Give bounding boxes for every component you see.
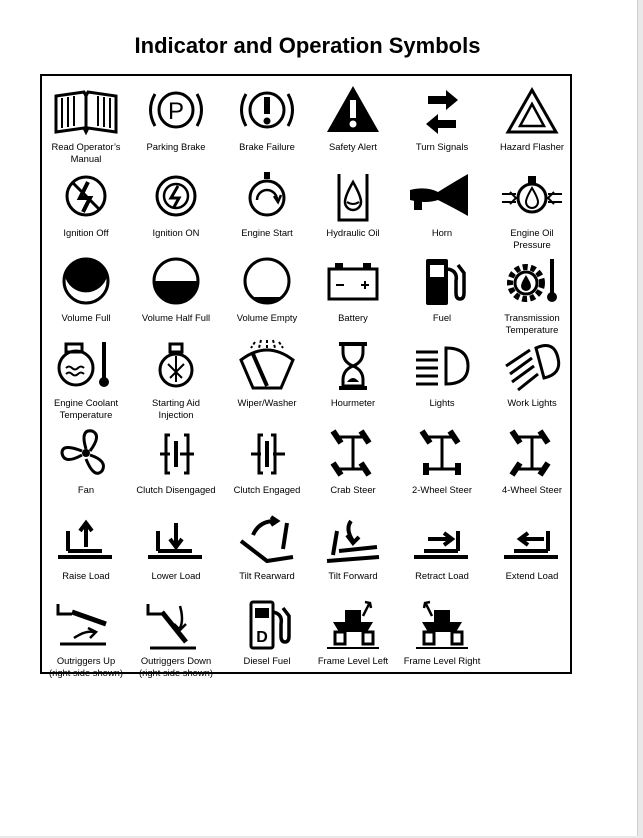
ignition-on-icon — [131, 168, 221, 224]
page-title: Indicator and Operation Symbols — [134, 33, 481, 58]
symbol-cell — [131, 168, 221, 239]
symbol-label: Wiper/Washer — [237, 397, 297, 408]
turn-signals-icon — [397, 82, 487, 138]
symbol-cell — [131, 338, 221, 420]
symbol-label: Battery — [338, 312, 368, 323]
symbol-label: Engine Start — [241, 227, 293, 238]
symbol-cell — [222, 253, 312, 324]
symbol-label: Brake Failure — [239, 141, 295, 152]
battery-icon — [308, 253, 398, 309]
outriggers-down-icon — [131, 596, 221, 652]
symbol-label: Starting Aid Injection — [152, 397, 200, 420]
symbol-label: Frame Level Left — [317, 655, 389, 666]
symbol-cell — [131, 253, 221, 324]
symbol-cell — [308, 425, 398, 496]
symbol-cell — [308, 168, 398, 239]
symbol-label: Transmission Temperature — [504, 312, 560, 335]
volume-half-icon — [131, 253, 221, 309]
symbol-cell — [131, 82, 221, 153]
symbol-label: Engine Oil Pressure — [510, 227, 554, 250]
symbol-cell — [487, 168, 577, 250]
symbol-label: Tilt Rearward — [239, 570, 295, 581]
book-icon — [41, 82, 131, 138]
crab-steer-icon — [308, 425, 398, 481]
symbol-label: Hydraulic Oil — [326, 227, 380, 238]
symbol-cell — [131, 425, 221, 496]
symbol-cell — [487, 425, 577, 496]
symbol-cell — [41, 168, 131, 239]
symbol-label: Volume Full — [61, 312, 111, 323]
symbol-label: Diesel Fuel — [243, 655, 291, 666]
brake-failure-icon — [222, 82, 312, 138]
symbol-label: Hazard Flasher — [499, 141, 565, 152]
symbol-label: Raise Load — [62, 570, 110, 581]
symbol-label: 4-Wheel Steer — [502, 484, 562, 495]
symbol-cell — [308, 253, 398, 324]
symbol-label: 2-Wheel Steer — [412, 484, 472, 495]
symbol-cell — [131, 511, 221, 582]
symbol-cell — [41, 425, 131, 496]
tilt-forward-icon — [308, 511, 398, 567]
symbol-label: Engine Coolant Temperature — [53, 397, 119, 420]
symbol-cell — [308, 511, 398, 582]
wiper-icon — [222, 338, 312, 394]
symbol-cell — [487, 511, 577, 582]
symbol-label: Outriggers Down (right side shown) — [139, 655, 213, 678]
hazard-flasher-icon — [487, 82, 577, 138]
symbol-cell — [487, 82, 577, 153]
fuel-icon — [397, 253, 487, 309]
symbol-cell — [222, 338, 312, 409]
symbol-cell — [487, 338, 577, 409]
symbol-label: Retract Load — [415, 570, 469, 581]
symbol-label: Ignition Off — [63, 227, 109, 238]
raise-load-icon — [41, 511, 131, 567]
hourglass-icon — [308, 338, 398, 394]
outriggers-up-icon — [41, 596, 131, 652]
symbol-label: Outriggers Up (right side shown) — [49, 655, 123, 678]
clutch-engaged-icon — [222, 425, 312, 481]
four-wheel-steer-icon — [487, 425, 577, 481]
safety-alert-icon — [308, 82, 398, 138]
diesel-fuel-icon — [222, 596, 312, 652]
fan-icon — [41, 425, 131, 481]
symbol-cell — [222, 596, 312, 667]
symbol-label: Crab Steer — [330, 484, 376, 495]
symbol-cell — [41, 338, 131, 420]
work-lights-icon — [487, 338, 577, 394]
symbol-label: Lights — [429, 397, 455, 408]
lower-load-icon — [131, 511, 221, 567]
symbol-cell — [397, 511, 487, 582]
symbols-table — [40, 74, 572, 678]
frame-level-right-icon — [397, 596, 487, 652]
ignition-off-icon — [41, 168, 131, 224]
two-wheel-steer-icon — [397, 425, 487, 481]
symbol-cell — [397, 82, 487, 153]
starting-aid-icon — [131, 338, 221, 394]
clutch-disengaged-icon — [131, 425, 221, 481]
symbol-cell — [308, 338, 398, 409]
coolant-temp-icon — [41, 338, 131, 394]
symbol-cell — [41, 511, 131, 582]
symbol-cell — [222, 511, 312, 582]
symbol-label: Clutch Disengaged — [136, 484, 216, 495]
symbol-cell — [487, 253, 577, 335]
symbol-cell — [308, 82, 398, 153]
symbol-cell — [41, 253, 131, 324]
tilt-rearward-icon — [222, 511, 312, 567]
symbol-label: Work Lights — [507, 397, 557, 408]
symbol-cell — [222, 425, 312, 496]
symbol-label: Safety Alert — [329, 141, 377, 152]
symbol-cell — [397, 253, 487, 324]
svg-text:D: D — [256, 629, 268, 646]
symbol-label: Clutch Engaged — [233, 484, 301, 495]
symbol-label: Turn Signals — [415, 141, 469, 152]
symbol-cell — [397, 338, 487, 409]
engine-start-icon — [222, 168, 312, 224]
symbol-label: Lower Load — [151, 570, 201, 581]
symbol-cell — [131, 596, 221, 678]
lights-icon — [397, 338, 487, 394]
symbol-cell — [222, 168, 312, 239]
extend-load-icon — [487, 511, 577, 567]
symbol-label: Horn — [431, 227, 453, 238]
parking-brake-icon — [131, 82, 221, 138]
transmission-temp-icon — [487, 253, 577, 309]
hydraulic-oil-icon — [308, 168, 398, 224]
horn-icon — [397, 168, 487, 224]
frame-level-left-icon — [308, 596, 398, 652]
svg-text:P: P — [167, 98, 185, 125]
symbol-label: Ignition ON — [152, 227, 200, 238]
symbol-cell — [41, 596, 131, 678]
symbol-label: Parking Brake — [146, 141, 206, 152]
symbol-label: Fuel — [432, 312, 452, 323]
symbol-cell — [397, 425, 487, 496]
symbol-cell — [222, 82, 312, 153]
symbol-label: Hourmeter — [330, 397, 376, 408]
symbol-label: Frame Level Right — [403, 655, 481, 666]
retract-load-icon — [397, 511, 487, 567]
symbol-label: Read Operator’s Manual — [51, 141, 121, 164]
volume-full-icon — [41, 253, 131, 309]
symbol-cell — [308, 596, 398, 667]
symbol-cell — [397, 168, 487, 239]
engine-oil-pressure-icon — [487, 168, 577, 224]
symbol-label: Volume Empty — [236, 312, 298, 323]
symbol-label: Extend Load — [505, 570, 559, 581]
symbol-cell — [397, 596, 487, 667]
volume-empty-icon — [222, 253, 312, 309]
symbol-label: Tilt Forward — [328, 570, 378, 581]
symbol-cell — [41, 82, 131, 164]
symbol-label: Fan — [77, 484, 95, 495]
symbol-label: Volume Half Full — [141, 312, 211, 323]
